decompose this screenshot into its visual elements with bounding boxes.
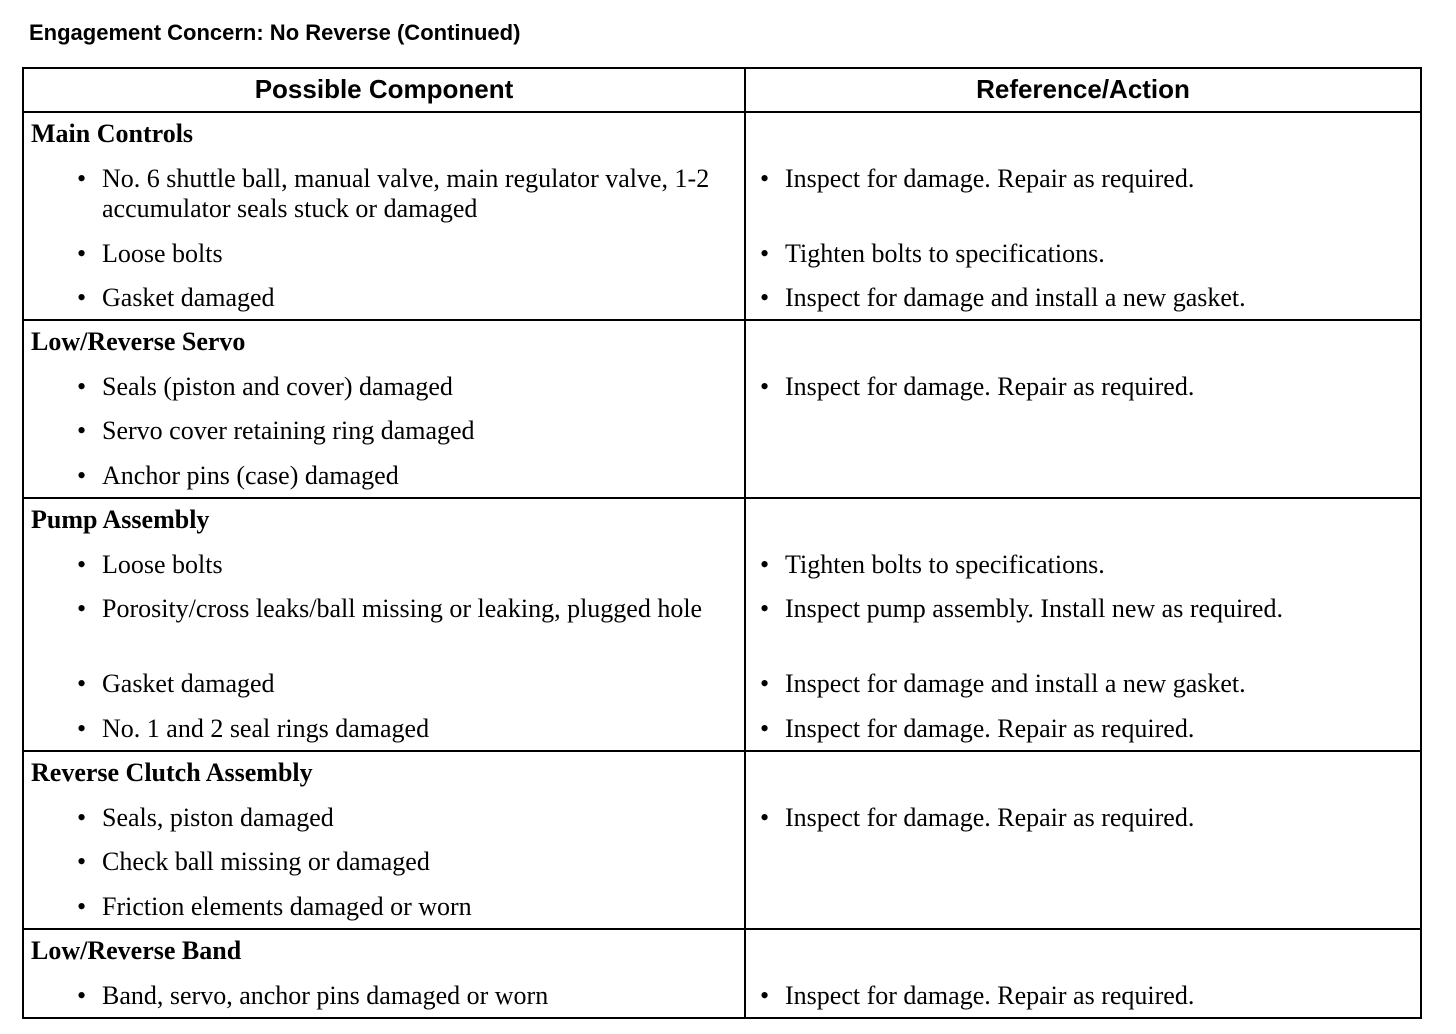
column-header-component: Possible Component bbox=[254, 74, 514, 104]
section-divider bbox=[22, 928, 1422, 930]
action-item: Inspect for damage and install a new gasket. bbox=[785, 283, 1246, 312]
action-item: Tighten bolts to specifications. bbox=[785, 239, 1105, 268]
bullet-icon: • bbox=[77, 283, 87, 312]
component-item: Porosity/cross leaks/ball missing or leaking, plugged hole bbox=[102, 594, 703, 623]
component-item: Seals, piston damaged bbox=[102, 803, 334, 832]
action-item: Inspect for damage and install a new gasket. bbox=[785, 669, 1246, 698]
component-item: Gasket damaged bbox=[102, 283, 275, 312]
column-header-action: Reference/Action bbox=[976, 74, 1190, 104]
component-item: Servo cover retaining ring damaged bbox=[102, 416, 475, 445]
component-item: Band, servo, anchor pins damaged or worn bbox=[102, 981, 549, 1010]
bullet-icon: • bbox=[760, 981, 770, 1010]
column-divider bbox=[744, 67, 746, 1019]
action-item: Inspect for damage. Repair as required. bbox=[785, 981, 1195, 1010]
bullet-icon: • bbox=[77, 847, 87, 876]
action-item: Tighten bolts to specifications. bbox=[785, 550, 1105, 579]
bullet-icon: • bbox=[77, 550, 87, 579]
section-title: Main Controls bbox=[31, 119, 194, 148]
section-title: Pump Assembly bbox=[31, 505, 210, 534]
section-title: Low/Reverse Band bbox=[31, 936, 242, 965]
component-item: Anchor pins (case) damaged bbox=[102, 461, 399, 490]
bullet-icon: • bbox=[77, 461, 87, 490]
bullet-icon: • bbox=[77, 892, 87, 921]
header-divider bbox=[22, 111, 1422, 113]
action-item: Inspect for damage. Repair as required. bbox=[785, 803, 1195, 832]
component-item: No. 1 and 2 seal rings damaged bbox=[102, 714, 430, 743]
bullet-icon: • bbox=[77, 714, 87, 743]
section-title: Low/Reverse Servo bbox=[31, 327, 246, 356]
bullet-icon: • bbox=[760, 550, 770, 579]
section-divider bbox=[22, 319, 1422, 321]
bullet-icon: • bbox=[760, 714, 770, 743]
bullet-icon: • bbox=[760, 372, 770, 401]
bullet-icon: • bbox=[77, 594, 87, 623]
component-item: Seals (piston and cover) damaged bbox=[102, 372, 453, 401]
bullet-icon: • bbox=[77, 372, 87, 401]
component-item: Gasket damaged bbox=[102, 669, 275, 698]
bullet-icon: • bbox=[760, 594, 770, 623]
bullet-icon: • bbox=[760, 669, 770, 698]
section-divider bbox=[22, 750, 1422, 752]
bullet-icon: • bbox=[77, 164, 87, 193]
page-title: Engagement Concern: No Reverse (Continued) bbox=[29, 20, 521, 45]
bullet-icon: • bbox=[760, 164, 770, 193]
action-item: Inspect for damage. Repair as required. bbox=[785, 164, 1195, 193]
action-item: Inspect for damage. Repair as required. bbox=[785, 714, 1195, 743]
component-item: No. 6 shuttle ball, manual valve, main regulator valve, 1-2 accumulator seals stuck or damaged bbox=[102, 164, 710, 223]
component-item: Loose bolts bbox=[102, 550, 223, 579]
bullet-icon: • bbox=[760, 283, 770, 312]
section-title: Reverse Clutch Assembly bbox=[31, 758, 313, 787]
bullet-icon: • bbox=[77, 981, 87, 1010]
component-item: Friction elements damaged or worn bbox=[102, 892, 472, 921]
action-item: Inspect pump assembly. Install new as required. bbox=[785, 594, 1283, 623]
bullet-icon: • bbox=[77, 416, 87, 445]
component-item: Check ball missing or damaged bbox=[102, 847, 430, 876]
bullet-icon: • bbox=[77, 239, 87, 268]
bullet-icon: • bbox=[77, 669, 87, 698]
bullet-icon: • bbox=[760, 239, 770, 268]
section-divider bbox=[22, 497, 1422, 499]
bullet-icon: • bbox=[760, 803, 770, 832]
component-item: Loose bolts bbox=[102, 239, 223, 268]
bullet-icon: • bbox=[77, 803, 87, 832]
action-item: Inspect for damage. Repair as required. bbox=[785, 372, 1195, 401]
